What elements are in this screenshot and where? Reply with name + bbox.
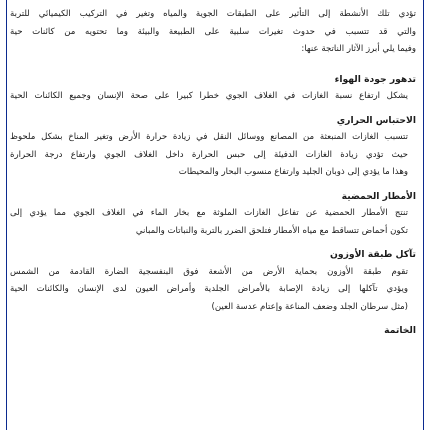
section-heading: تآكل طبقة الأوزون (330, 249, 416, 260)
text-line: وهذا ما يؤدي إلى ذوبان الجليد وارتفاع منسوب البحار والمحيطات (178, 167, 408, 177)
text-line: تقوم طبقة الأوزون بحماية الأرض من الأشعة فوق البنفسجية الضارة القادمة من الشمس (10, 266, 408, 277)
section-heading: تدهور جودة الهواء (334, 73, 416, 85)
text-line: والتي قد تتسبب في حدوث تغيرات سلبية على الطبيعة والبيئة وما تحتويه من كائنات حية (10, 26, 416, 37)
section-heading: الأمطار الحمضية (341, 190, 416, 202)
text-line: (مثل سرطان الجلد وضعف المناعة وإعتام عدسة العين) (211, 301, 408, 312)
section-heading: الاحتباس الحراري (336, 114, 416, 126)
page-border (6, 0, 424, 430)
section-heading: الخاتمة (384, 325, 416, 336)
text-line: وفيما يلي أبرز الآثار الناتجة عنها: (301, 44, 416, 54)
text-line: تكون أحماض تتساقط مع مياه الأمطار فتلحق الضرر بالتربة والنباتات والمباني (135, 225, 408, 236)
text-line: تؤدي تلك الأنشطة إلى التأثير على الطبقات الجوية والمياه وتغير في التركيب الكيميائي للتربة (10, 9, 416, 19)
text-line: تتسبب الغازات المنبعثة من المصانع ووسائل النقل في زيادة حرارة الأرض وتغير المناخ بشكل ملحوظ (10, 132, 408, 142)
text-line: تنتج الأمطار الحمضية عن تفاعل الغازات الملوثة مع بخار الماء في الغلاف الجوي مما يؤدي إلى (10, 208, 408, 218)
text-line: يشكل ارتفاع نسبة الغازات في الغلاف الجوي خطرا كبيرا على صحة الإنسان وجميع الكائنات الحية (10, 91, 408, 101)
text-line: حيث تؤدي زيادة الغازات الدفيئة إلى حبس الحرارة داخل الغلاف الجوي وارتفاع درجة الحرارة (10, 149, 408, 160)
text-line: ويؤدي تآكلها إلى زيادة الإصابة بالأمراض الجلدية وأمراض العيون لدى الإنسان والكائنات الحية (10, 284, 408, 294)
